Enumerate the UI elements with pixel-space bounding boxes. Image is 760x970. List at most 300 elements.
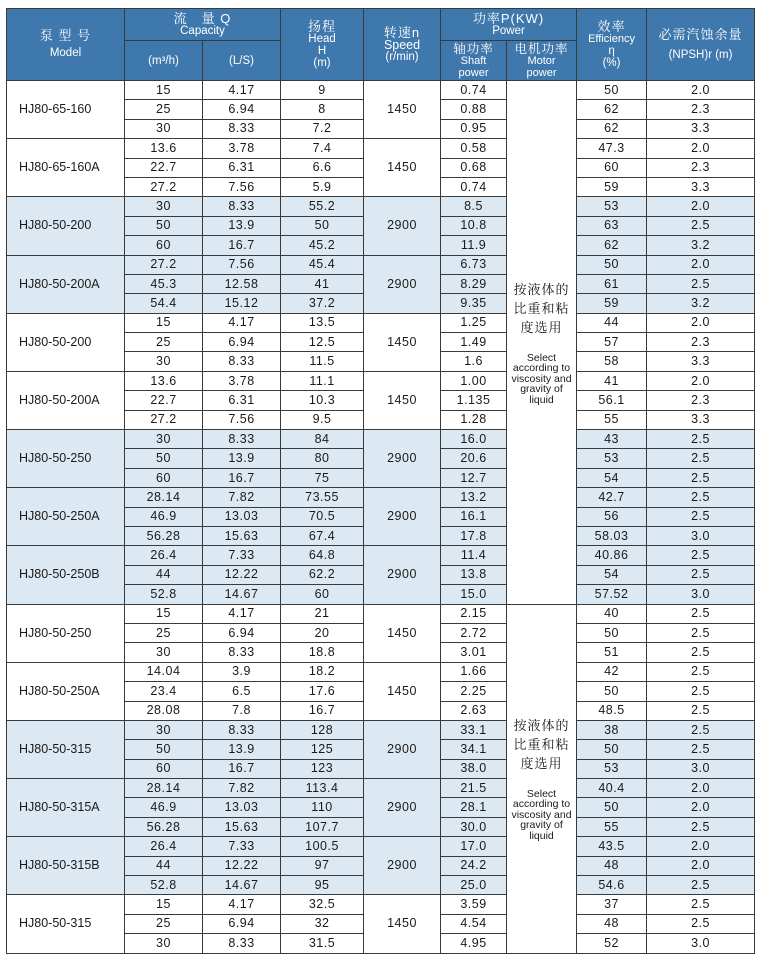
shaft-power-cell: 16.0 xyxy=(441,430,507,449)
efficiency-cell: 62 xyxy=(577,236,647,255)
table-header xyxy=(7,9,755,81)
shaft-power-cell: 11.4 xyxy=(441,546,507,565)
capacity-ls-cell: 4.17 xyxy=(203,81,281,100)
table-row xyxy=(7,837,755,856)
head-cell: 45.2 xyxy=(281,236,364,255)
head-cell: 10.3 xyxy=(281,391,364,410)
head-cell: 21 xyxy=(281,604,364,623)
speed-cell: 1450 xyxy=(364,81,441,139)
capacity-ls-cell: 7.8 xyxy=(203,701,281,720)
efficiency-cell: 40.4 xyxy=(577,779,647,798)
head-cell: 128 xyxy=(281,720,364,739)
shaft-power-cell: 10.8 xyxy=(441,216,507,235)
capacity-ls-cell: 8.33 xyxy=(203,643,281,662)
shaft-power-cell: 17.0 xyxy=(441,837,507,856)
shaft-power-cell: 0.88 xyxy=(441,100,507,119)
npsh-cell: 2.5 xyxy=(647,817,755,836)
capacity-ls-cell: 14.67 xyxy=(203,876,281,895)
table-row xyxy=(7,546,755,565)
efficiency-cell: 47.3 xyxy=(577,139,647,158)
table-row xyxy=(7,895,755,914)
npsh-cell: 2.5 xyxy=(647,914,755,933)
npsh-cell: 2.5 xyxy=(647,488,755,507)
speed-cell: 1450 xyxy=(364,139,441,197)
speed-cell: 1450 xyxy=(364,313,441,371)
shaft-power-cell: 13.2 xyxy=(441,488,507,507)
npsh-cell: 2.5 xyxy=(647,876,755,895)
efficiency-cell: 43.5 xyxy=(577,837,647,856)
capacity-m3h-cell: 56.28 xyxy=(125,526,203,545)
shaft-power-cell: 2.63 xyxy=(441,701,507,720)
npsh-cell: 3.2 xyxy=(647,236,755,255)
npsh-cell: 2.5 xyxy=(647,662,755,681)
efficiency-cell: 63 xyxy=(577,216,647,235)
capacity-ls-cell: 12.22 xyxy=(203,856,281,875)
efficiency-cell: 54.6 xyxy=(577,876,647,895)
header-capacity-ls: (L/S) xyxy=(203,41,281,81)
efficiency-cell: 48 xyxy=(577,914,647,933)
shaft-power-cell: 8.29 xyxy=(441,274,507,293)
capacity-m3h-cell: 52.8 xyxy=(125,876,203,895)
capacity-m3h-cell: 30 xyxy=(125,720,203,739)
model-cell: HJ80-65-160A xyxy=(7,139,125,197)
capacity-m3h-cell: 22.7 xyxy=(125,158,203,177)
head-cell: 7.4 xyxy=(281,139,364,158)
capacity-m3h-cell: 22.7 xyxy=(125,391,203,410)
capacity-ls-cell: 12.22 xyxy=(203,565,281,584)
shaft-power-cell: 11.9 xyxy=(441,236,507,255)
shaft-power-cell: 0.58 xyxy=(441,139,507,158)
shaft-power-cell: 9.35 xyxy=(441,294,507,313)
head-cell: 84 xyxy=(281,430,364,449)
capacity-m3h-cell: 27.2 xyxy=(125,177,203,196)
capacity-ls-cell: 7.56 xyxy=(203,410,281,429)
speed-cell: 1450 xyxy=(364,371,441,429)
efficiency-cell: 44 xyxy=(577,313,647,332)
shaft-power-cell: 1.28 xyxy=(441,410,507,429)
efficiency-cell: 50 xyxy=(577,81,647,100)
header-power: 功率P(KW) Power xyxy=(441,9,577,41)
capacity-m3h-cell: 50 xyxy=(125,740,203,759)
efficiency-cell: 40 xyxy=(577,604,647,623)
capacity-ls-cell: 3.9 xyxy=(203,662,281,681)
shaft-power-cell: 8.5 xyxy=(441,197,507,216)
capacity-ls-cell: 13.03 xyxy=(203,798,281,817)
model-cell: HJ80-50-250 xyxy=(7,430,125,488)
head-cell: 80 xyxy=(281,449,364,468)
capacity-m3h-cell: 30 xyxy=(125,643,203,662)
npsh-cell: 2.0 xyxy=(647,798,755,817)
efficiency-cell: 52 xyxy=(577,934,647,953)
head-cell: 6.6 xyxy=(281,158,364,177)
capacity-m3h-cell: 50 xyxy=(125,216,203,235)
shaft-power-cell: 15.0 xyxy=(441,585,507,604)
capacity-ls-cell: 13.9 xyxy=(203,740,281,759)
head-cell: 13.5 xyxy=(281,313,364,332)
npsh-cell: 2.5 xyxy=(647,468,755,487)
motor-power-note xyxy=(507,81,577,605)
head-cell: 107.7 xyxy=(281,817,364,836)
shaft-power-cell: 28.1 xyxy=(441,798,507,817)
head-cell: 11.5 xyxy=(281,352,364,371)
shaft-power-cell: 12.7 xyxy=(441,468,507,487)
head-cell: 37.2 xyxy=(281,294,364,313)
efficiency-cell: 53 xyxy=(577,197,647,216)
model-cell: HJ80-65-160 xyxy=(7,81,125,139)
capacity-ls-cell: 7.56 xyxy=(203,177,281,196)
header-npsh: 必需汽蚀余量 (NPSH)r (m) xyxy=(647,9,755,81)
capacity-ls-cell: 8.33 xyxy=(203,352,281,371)
capacity-m3h-cell: 30 xyxy=(125,430,203,449)
shaft-power-cell: 33.1 xyxy=(441,720,507,739)
npsh-cell: 2.0 xyxy=(647,197,755,216)
speed-cell: 2900 xyxy=(364,488,441,546)
shaft-power-cell: 24.2 xyxy=(441,856,507,875)
shaft-power-cell: 34.1 xyxy=(441,740,507,759)
head-cell: 9.5 xyxy=(281,410,364,429)
efficiency-cell: 60 xyxy=(577,158,647,177)
model-cell: HJ80-50-200A xyxy=(7,255,125,313)
head-cell: 55.2 xyxy=(281,197,364,216)
shaft-power-cell: 1.49 xyxy=(441,333,507,352)
head-cell: 125 xyxy=(281,740,364,759)
npsh-cell: 2.5 xyxy=(647,623,755,642)
efficiency-cell: 41 xyxy=(577,371,647,390)
capacity-ls-cell: 7.82 xyxy=(203,488,281,507)
head-cell: 5.9 xyxy=(281,177,364,196)
head-cell: 8 xyxy=(281,100,364,119)
efficiency-cell: 55 xyxy=(577,410,647,429)
capacity-m3h-cell: 44 xyxy=(125,856,203,875)
capacity-m3h-cell: 13.6 xyxy=(125,371,203,390)
capacity-m3h-cell: 50 xyxy=(125,449,203,468)
capacity-ls-cell: 7.56 xyxy=(203,255,281,274)
npsh-cell: 3.0 xyxy=(647,759,755,778)
efficiency-cell: 59 xyxy=(577,177,647,196)
shaft-power-cell: 25.0 xyxy=(441,876,507,895)
efficiency-cell: 54 xyxy=(577,565,647,584)
speed-cell: 2900 xyxy=(364,255,441,313)
speed-cell: 2900 xyxy=(364,720,441,778)
npsh-cell: 2.5 xyxy=(647,740,755,759)
speed-cell: 1450 xyxy=(364,604,441,662)
shaft-power-cell: 3.01 xyxy=(441,643,507,662)
table-row xyxy=(7,139,755,158)
capacity-m3h-cell: 25 xyxy=(125,914,203,933)
model-cell: HJ80-50-315 xyxy=(7,720,125,778)
efficiency-cell: 37 xyxy=(577,895,647,914)
efficiency-cell: 50 xyxy=(577,682,647,701)
capacity-ls-cell: 7.33 xyxy=(203,837,281,856)
model-cell: HJ80-50-250B xyxy=(7,546,125,604)
shaft-power-cell: 0.74 xyxy=(441,81,507,100)
head-cell: 11.1 xyxy=(281,371,364,390)
npsh-cell: 2.3 xyxy=(647,391,755,410)
shaft-power-cell: 1.66 xyxy=(441,662,507,681)
head-cell: 41 xyxy=(281,274,364,293)
efficiency-cell: 58.03 xyxy=(577,526,647,545)
speed-cell: 2900 xyxy=(364,837,441,895)
efficiency-cell: 58 xyxy=(577,352,647,371)
shaft-power-cell: 1.135 xyxy=(441,391,507,410)
efficiency-cell: 57.52 xyxy=(577,585,647,604)
capacity-ls-cell: 13.9 xyxy=(203,216,281,235)
shaft-power-cell: 6.73 xyxy=(441,255,507,274)
efficiency-cell: 38 xyxy=(577,720,647,739)
npsh-cell: 2.5 xyxy=(647,720,755,739)
table-row xyxy=(7,430,755,449)
npsh-cell: 2.5 xyxy=(647,216,755,235)
head-cell: 60 xyxy=(281,585,364,604)
npsh-cell: 2.5 xyxy=(647,449,755,468)
table-row xyxy=(7,488,755,507)
model-cell: HJ80-50-200 xyxy=(7,313,125,371)
capacity-ls-cell: 6.94 xyxy=(203,333,281,352)
capacity-m3h-cell: 46.9 xyxy=(125,798,203,817)
efficiency-cell: 57 xyxy=(577,333,647,352)
header-capacity-m3h: (m³/h) xyxy=(125,41,203,81)
npsh-cell: 2.5 xyxy=(647,643,755,662)
npsh-cell: 2.5 xyxy=(647,895,755,914)
npsh-cell: 2.5 xyxy=(647,682,755,701)
speed-cell: 2900 xyxy=(364,779,441,837)
capacity-m3h-cell: 27.2 xyxy=(125,410,203,429)
capacity-m3h-cell: 54.4 xyxy=(125,294,203,313)
shaft-power-cell: 1.6 xyxy=(441,352,507,371)
header-motor-power: 电机功率 Motor power xyxy=(507,41,577,81)
npsh-cell: 2.0 xyxy=(647,313,755,332)
shaft-power-cell: 0.74 xyxy=(441,177,507,196)
npsh-cell: 2.5 xyxy=(647,430,755,449)
efficiency-cell: 53 xyxy=(577,759,647,778)
header-shaft-power: 轴功率 Shaft power xyxy=(441,41,507,81)
capacity-m3h-cell: 28.14 xyxy=(125,488,203,507)
capacity-ls-cell: 14.67 xyxy=(203,585,281,604)
motor-note-en: Select according to viscosity and gravity of liquid xyxy=(511,351,572,406)
head-cell: 18.2 xyxy=(281,662,364,681)
head-cell: 50 xyxy=(281,216,364,235)
npsh-cell: 2.5 xyxy=(647,274,755,293)
capacity-ls-cell: 7.33 xyxy=(203,546,281,565)
head-cell: 75 xyxy=(281,468,364,487)
head-cell: 9 xyxy=(281,81,364,100)
table-row xyxy=(7,720,755,739)
capacity-m3h-cell: 52.8 xyxy=(125,585,203,604)
npsh-cell: 2.0 xyxy=(647,837,755,856)
efficiency-cell: 50 xyxy=(577,798,647,817)
capacity-m3h-cell: 28.14 xyxy=(125,779,203,798)
shaft-power-cell: 3.59 xyxy=(441,895,507,914)
npsh-cell: 2.0 xyxy=(647,779,755,798)
speed-cell: 1450 xyxy=(364,895,441,953)
head-cell: 31.5 xyxy=(281,934,364,953)
head-cell: 70.5 xyxy=(281,507,364,526)
table-row xyxy=(7,313,755,332)
table-row xyxy=(7,662,755,681)
head-cell: 17.6 xyxy=(281,682,364,701)
shaft-power-cell: 13.8 xyxy=(441,565,507,584)
capacity-ls-cell: 3.78 xyxy=(203,139,281,158)
npsh-cell: 2.3 xyxy=(647,100,755,119)
capacity-m3h-cell: 60 xyxy=(125,468,203,487)
npsh-cell: 3.3 xyxy=(647,119,755,138)
capacity-ls-cell: 15.63 xyxy=(203,817,281,836)
head-cell: 67.4 xyxy=(281,526,364,545)
efficiency-cell: 59 xyxy=(577,294,647,313)
head-cell: 18.8 xyxy=(281,643,364,662)
speed-cell: 1450 xyxy=(364,662,441,720)
npsh-cell: 2.5 xyxy=(647,565,755,584)
capacity-m3h-cell: 26.4 xyxy=(125,837,203,856)
npsh-cell: 2.0 xyxy=(647,255,755,274)
capacity-ls-cell: 16.7 xyxy=(203,468,281,487)
speed-cell: 2900 xyxy=(364,197,441,255)
model-cell: HJ80-50-250A xyxy=(7,488,125,546)
capacity-m3h-cell: 26.4 xyxy=(125,546,203,565)
speed-cell: 2900 xyxy=(364,546,441,604)
npsh-cell: 2.5 xyxy=(647,546,755,565)
table-row xyxy=(7,255,755,274)
head-cell: 62.2 xyxy=(281,565,364,584)
capacity-ls-cell: 12.58 xyxy=(203,274,281,293)
shaft-power-cell: 4.95 xyxy=(441,934,507,953)
shaft-power-cell: 0.95 xyxy=(441,119,507,138)
capacity-m3h-cell: 25 xyxy=(125,333,203,352)
capacity-ls-cell: 3.78 xyxy=(203,371,281,390)
header-capacity: 流 量 Q Capacity xyxy=(125,9,281,41)
capacity-ls-cell: 6.94 xyxy=(203,914,281,933)
capacity-ls-cell: 13.03 xyxy=(203,507,281,526)
npsh-cell: 2.5 xyxy=(647,507,755,526)
efficiency-cell: 42 xyxy=(577,662,647,681)
npsh-cell: 3.0 xyxy=(647,526,755,545)
npsh-cell: 2.3 xyxy=(647,333,755,352)
capacity-m3h-cell: 30 xyxy=(125,934,203,953)
capacity-m3h-cell: 15 xyxy=(125,895,203,914)
npsh-cell: 2.0 xyxy=(647,371,755,390)
capacity-ls-cell: 16.7 xyxy=(203,236,281,255)
header-model: 泵 型 号 Model xyxy=(7,9,125,81)
npsh-cell: 2.0 xyxy=(647,81,755,100)
capacity-m3h-cell: 13.6 xyxy=(125,139,203,158)
shaft-power-cell: 1.25 xyxy=(441,313,507,332)
efficiency-cell: 62 xyxy=(577,119,647,138)
head-cell: 123 xyxy=(281,759,364,778)
model-cell: HJ80-50-200A xyxy=(7,371,125,429)
efficiency-cell: 40.86 xyxy=(577,546,647,565)
head-cell: 95 xyxy=(281,876,364,895)
table-row xyxy=(7,604,755,623)
model-cell: HJ80-50-315 xyxy=(7,895,125,953)
capacity-ls-cell: 4.17 xyxy=(203,604,281,623)
efficiency-cell: 55 xyxy=(577,817,647,836)
shaft-power-cell: 16.1 xyxy=(441,507,507,526)
efficiency-cell: 53 xyxy=(577,449,647,468)
head-cell: 73.55 xyxy=(281,488,364,507)
capacity-m3h-cell: 14.04 xyxy=(125,662,203,681)
head-cell: 32 xyxy=(281,914,364,933)
head-cell: 16.7 xyxy=(281,701,364,720)
efficiency-cell: 43 xyxy=(577,430,647,449)
capacity-ls-cell: 6.94 xyxy=(203,100,281,119)
shaft-power-cell: 1.00 xyxy=(441,371,507,390)
table-body xyxy=(7,81,755,954)
efficiency-cell: 50 xyxy=(577,740,647,759)
capacity-m3h-cell: 15 xyxy=(125,604,203,623)
efficiency-cell: 54 xyxy=(577,468,647,487)
efficiency-cell: 61 xyxy=(577,274,647,293)
npsh-cell: 2.3 xyxy=(647,158,755,177)
capacity-ls-cell: 8.33 xyxy=(203,119,281,138)
capacity-ls-cell: 8.33 xyxy=(203,934,281,953)
capacity-m3h-cell: 45.3 xyxy=(125,274,203,293)
table-row xyxy=(7,779,755,798)
capacity-m3h-cell: 15 xyxy=(125,313,203,332)
npsh-cell: 3.0 xyxy=(647,934,755,953)
capacity-m3h-cell: 44 xyxy=(125,565,203,584)
capacity-ls-cell: 8.33 xyxy=(203,197,281,216)
efficiency-cell: 51 xyxy=(577,643,647,662)
motor-power-note xyxy=(507,604,577,953)
efficiency-cell: 50 xyxy=(577,255,647,274)
header-efficiency: 效率 Efficiency η (%) xyxy=(577,9,647,81)
capacity-ls-cell: 6.94 xyxy=(203,623,281,642)
shaft-power-cell: 2.72 xyxy=(441,623,507,642)
header-head: 扬程 Head H (m) xyxy=(281,9,364,81)
capacity-m3h-cell: 27.2 xyxy=(125,255,203,274)
efficiency-cell: 42.7 xyxy=(577,488,647,507)
speed-cell: 2900 xyxy=(364,430,441,488)
efficiency-cell: 62 xyxy=(577,100,647,119)
npsh-cell: 3.3 xyxy=(647,410,755,429)
head-cell: 20 xyxy=(281,623,364,642)
head-cell: 64.8 xyxy=(281,546,364,565)
head-cell: 97 xyxy=(281,856,364,875)
table-row xyxy=(7,197,755,216)
shaft-power-cell: 2.15 xyxy=(441,604,507,623)
npsh-cell: 2.0 xyxy=(647,139,755,158)
shaft-power-cell: 21.5 xyxy=(441,779,507,798)
model-cell: HJ80-50-200 xyxy=(7,197,125,255)
head-cell: 32.5 xyxy=(281,895,364,914)
efficiency-cell: 56 xyxy=(577,507,647,526)
motor-note-zh: 按液体的比重和粘度选用 xyxy=(513,281,570,335)
table-row xyxy=(7,371,755,390)
efficiency-cell: 50 xyxy=(577,623,647,642)
motor-note-en: Select according to viscosity and gravity of liquid xyxy=(511,787,572,842)
model-cell: HJ80-50-315A xyxy=(7,779,125,837)
npsh-cell: 2.5 xyxy=(647,604,755,623)
npsh-cell: 2.0 xyxy=(647,856,755,875)
capacity-ls-cell: 6.5 xyxy=(203,682,281,701)
head-cell: 110 xyxy=(281,798,364,817)
capacity-m3h-cell: 25 xyxy=(125,100,203,119)
capacity-m3h-cell: 23.4 xyxy=(125,682,203,701)
npsh-cell: 3.0 xyxy=(647,585,755,604)
capacity-ls-cell: 4.17 xyxy=(203,895,281,914)
capacity-m3h-cell: 60 xyxy=(125,759,203,778)
capacity-ls-cell: 8.33 xyxy=(203,430,281,449)
capacity-m3h-cell: 25 xyxy=(125,623,203,642)
capacity-m3h-cell: 56.28 xyxy=(125,817,203,836)
capacity-ls-cell: 15.63 xyxy=(203,526,281,545)
capacity-ls-cell: 6.31 xyxy=(203,158,281,177)
capacity-m3h-cell: 60 xyxy=(125,236,203,255)
capacity-ls-cell: 15.12 xyxy=(203,294,281,313)
shaft-power-cell: 0.68 xyxy=(441,158,507,177)
model-cell: HJ80-50-315B xyxy=(7,837,125,895)
model-cell: HJ80-50-250A xyxy=(7,662,125,720)
